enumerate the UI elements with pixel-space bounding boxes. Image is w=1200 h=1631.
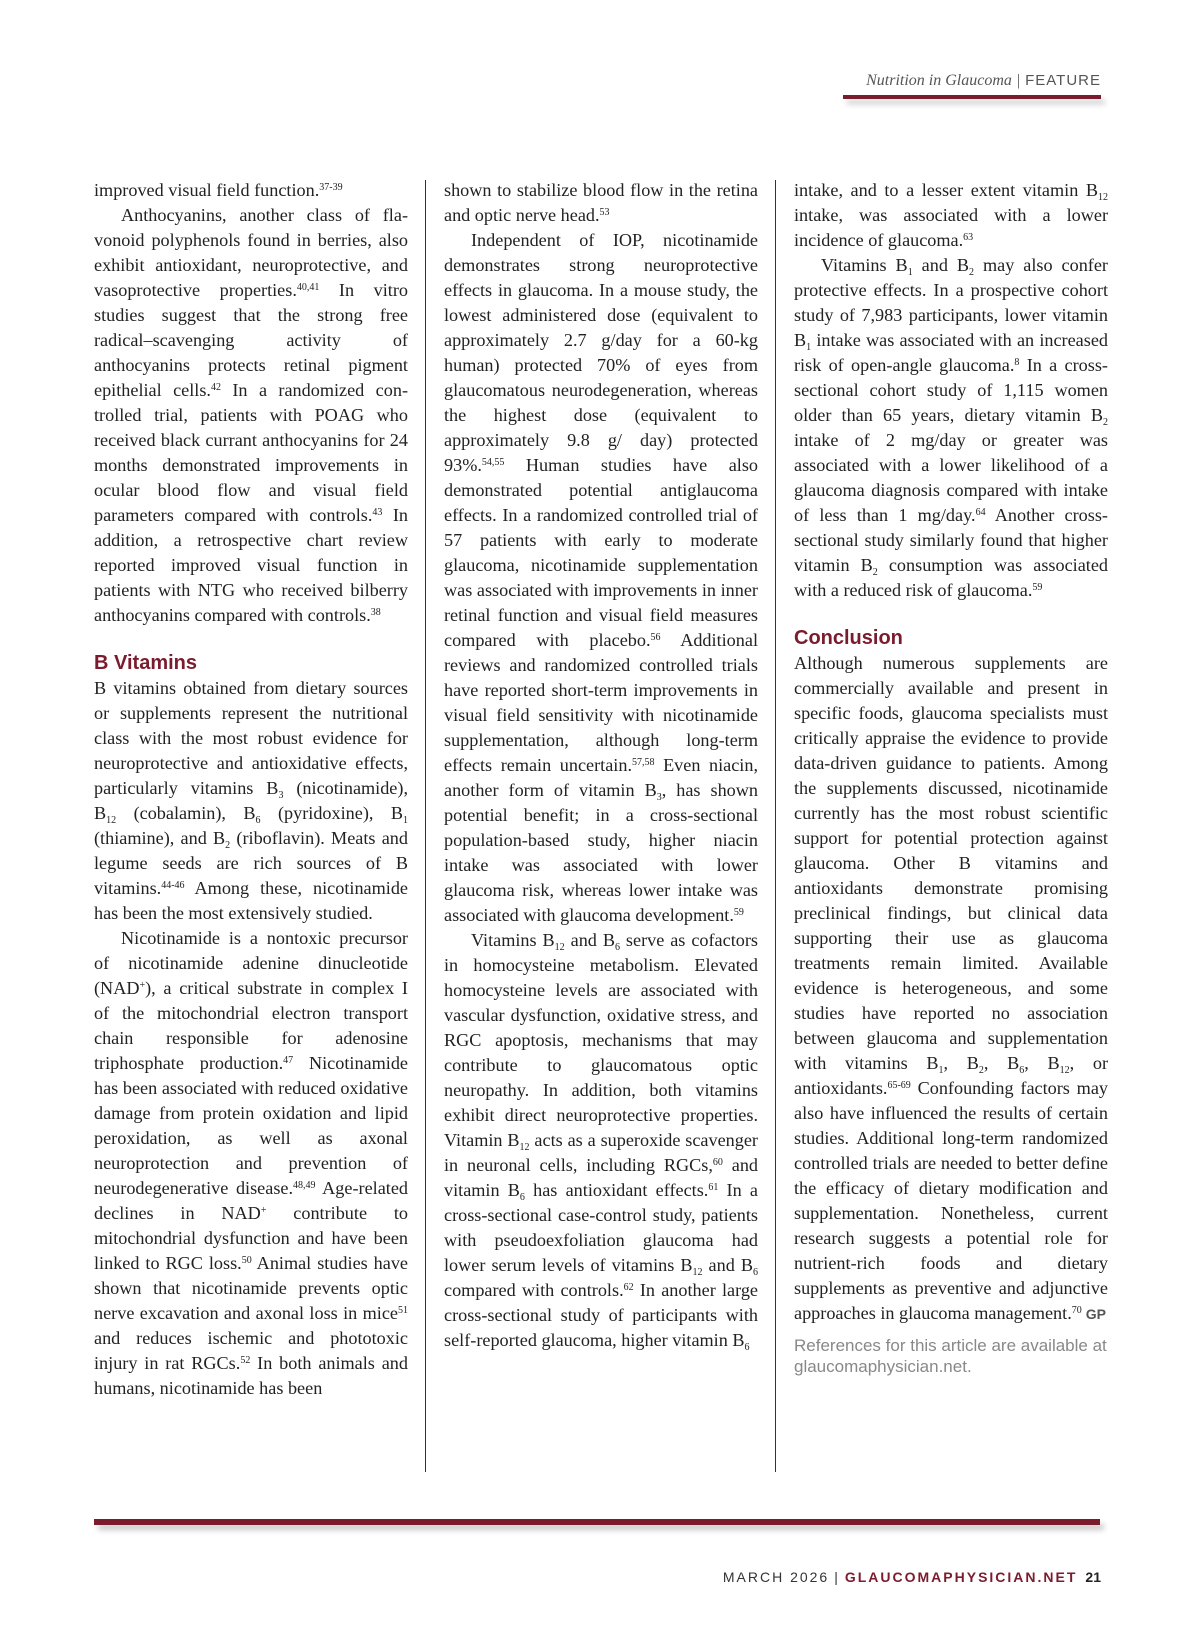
citation-superscript: 64 — [975, 507, 986, 518]
subscript: 2 — [872, 567, 878, 578]
text-run: (cobalamin), B — [116, 803, 256, 823]
section-heading-b-vitamins: B Vitamins — [94, 652, 197, 674]
text-run: , B — [943, 1053, 979, 1073]
citation-superscript: 47 — [283, 1055, 294, 1066]
footer-rule — [94, 1519, 1100, 1525]
text-run: and B — [702, 1255, 753, 1275]
citation-superscript: 59 — [1032, 582, 1043, 593]
paragraph — [94, 178, 408, 203]
text-run: , B — [1024, 1053, 1060, 1073]
citation-superscript: 65-69 — [887, 1080, 911, 1091]
text-run: (riboflavin). Meats and legume seeds are rich sources of B vitamins. — [94, 828, 408, 898]
text-run: Additional reviews and randomized controlled trials have reported short-term improvements in visual field sensitivity with nicotinamide supplementation, although long-term effects remain uncertain. — [444, 630, 758, 775]
text-run: In addition, a retrospective chart review reported improved visual function in patients with NTG who received bilberry anthocyanins compared with controls. — [94, 505, 408, 625]
references-note: References for this article are available at glaucomaphysician.net. — [794, 1336, 1107, 1376]
citation-superscript: 70 — [1071, 1305, 1082, 1316]
paragraph — [94, 926, 408, 1401]
subscript: 6 — [255, 815, 261, 826]
text-run: Animal studies have shown that nicotinamide prevents optic nerve excavation and axonal loss in mice — [94, 1253, 409, 1323]
text-run: has antioxidant effects. — [524, 1180, 709, 1200]
citation-superscript: + — [260, 1205, 267, 1216]
subscript: 12 — [1098, 192, 1108, 203]
text-run: Among these, nicotinamide has been the most extensively studied. — [94, 878, 408, 923]
column-divider — [775, 180, 776, 1472]
column-1 — [94, 178, 408, 1401]
citation-superscript: + — [139, 980, 146, 991]
text-run: , has shown potential benefit; in a cross-sectional population-based study, higher niacin intake was associated with lower glaucoma risk, whereas lower intake was associated with glaucoma development. — [444, 780, 758, 925]
citation-superscript: 38 — [370, 607, 381, 618]
section-heading-conclusion: Conclusion — [794, 627, 903, 649]
citation-superscript: 60 — [712, 1157, 723, 1168]
paragraph — [444, 228, 758, 928]
column-3 — [794, 178, 1108, 1377]
subscript: 2 — [225, 840, 231, 851]
issue-date: MARCH 2026 — [722, 1569, 830, 1585]
citation-superscript: 56 — [650, 632, 661, 643]
citation-superscript: 53 — [599, 207, 610, 218]
footer-separator: | — [834, 1569, 840, 1585]
subscript: 12 — [519, 1142, 530, 1153]
page-number: 21 — [1085, 1569, 1101, 1585]
citation-superscript: 52 — [240, 1355, 251, 1366]
text-run: consumption was associated with a reduced risk of glaucoma. — [794, 555, 1108, 600]
citation-superscript: 42 — [210, 382, 221, 393]
header-rule — [843, 95, 1101, 99]
text-run: , or antioxidants. — [794, 1053, 1108, 1098]
text-run: Nicotinamide has been associated with reduced oxidative damage from protein oxidation and lipid peroxidation, as well as axonal neuroprotection and prevention of neurodegenerative disease. — [94, 1053, 408, 1198]
header-separator: | — [1016, 72, 1021, 89]
citation-superscript: 50 — [241, 1255, 252, 1266]
subscript: 12 — [692, 1267, 703, 1278]
paragraph — [794, 253, 1108, 603]
subscript: 2 — [969, 267, 975, 278]
text-run: In a randomized controlled trial, patients with POAG who received black currant anthocyanins for 24 months demonstrated improvements in ocular blood flow and visual field parameters compared with controls. — [94, 380, 409, 525]
text-run: In a cross-sectional cohort study of 1,115 women older than 65 years, dietary vitamin B — [794, 355, 1108, 425]
text-run: intake, was associated with a lower incidence of glaucoma. — [794, 205, 1108, 250]
citation-superscript: 59 — [733, 907, 744, 918]
subscript: 1 — [806, 342, 812, 353]
text-run: Anthocyanins, another class of flavonoid polyphenols found in berries, also exhibit antioxidant, neuroprotective, and vasoprotective properties. — [94, 205, 408, 300]
text-run: Human studies have also demonstrated potential antiglaucoma effects. In a randomized controlled trial of 57 patients with early to moderate glaucoma, nicotinamide supplementation was associated with improvements in inner retinal function and visual field measures compared with placebo. — [444, 455, 758, 650]
paragraph — [794, 178, 1108, 253]
text-run: In vitro studies suggest that the strong free radical–scavenging activity of anthocyanins protects retinal pigment epithelial cells. — [94, 280, 408, 400]
text-run: Age-related declines in NAD — [94, 1178, 408, 1223]
subscript: 1 — [938, 1065, 944, 1076]
text-run: and reduces ischemic and phototoxic injury in rat RGCs. — [94, 1328, 408, 1373]
section-label: FEATURE — [1025, 72, 1101, 89]
column-2 — [444, 178, 758, 1353]
subscript: 1 — [907, 267, 913, 278]
text-run: Vitamins B — [821, 255, 908, 275]
text-run: improved visual field function. — [94, 180, 320, 200]
text-run: compared with controls. — [444, 1280, 624, 1300]
text-run: (pyridoxine), B — [260, 803, 403, 823]
text-run: Vitamins B — [471, 930, 555, 950]
text-run: (thiamine), and B — [94, 828, 226, 848]
subscript: 12 — [1059, 1065, 1070, 1076]
text-run: In a cross-sectional case-control study, patients with pseudoexfoliation glaucoma had lower serum levels of vitamins B — [444, 1180, 758, 1275]
citation-superscript: 44-46 — [161, 880, 185, 891]
subscript: 12 — [554, 942, 565, 953]
text-run: intake of 2 mg/day or greater was associated with a lower likelihood of a glaucoma diagnosis compared with intake of less than 1 mg/day. — [794, 430, 1108, 525]
text-run: and B — [912, 255, 970, 275]
citation-superscript: 40,41 — [296, 282, 320, 293]
text-run: B vitamins obtained from dietary sources or supplements represent the nutritional class with the most robust evidence for neuroprotective and antioxidative effects, particularly vitamins B — [94, 678, 408, 798]
text-run: Although numerous supplements are commercially available and present in specific foods, glaucoma specialists must critically appraise the evidence to provide data-driven guidance to patients. Among the supplements discussed, nicotinamide currently has the most robust scientific support for potential protection against glaucoma. Other B vitamins and antioxidants demonstrate promising preclinical findings, but clinical data supporting their use as glaucoma treatments remain limited. Available evidence is heterogeneous, and some studies have reported no association between glaucoma and supplementation with vitamins B — [794, 653, 1108, 1073]
text-run: Confounding factors may also have influenced the results of certain studies. Additional long-term randomized controlled trials are needed to better define the efficacy of dietary modification and supplementation. Nonetheless, current research suggests a potential role for nutrient-rich foods and dietary supplements as preventive and adjunctive approaches in glaucoma management. — [794, 1078, 1108, 1323]
text-run: (nicotinamide), B — [94, 778, 408, 823]
text-run: Independent of IOP, nicotinamide demonstrates strong neuroprotective effects in glaucoma. In a mouse study, the lowest administered dose (equivalent to approximately 2.7 g/day for a 60-kg human) protected 70% of eyes from glaucomatous neurodegeneration, whereas the highest dose (equivalent to approximately 9.8 g/ day) protected 93%. — [444, 230, 758, 475]
paragraph — [94, 676, 408, 926]
subscript: 6 — [744, 1342, 750, 1353]
paragraph — [94, 203, 408, 628]
text-run: intake was associated with an increased risk of open-angle glaucoma. — [794, 330, 1108, 375]
subscript: 2 — [1103, 417, 1108, 428]
citation-superscript: 8 — [1014, 357, 1020, 368]
column-divider — [425, 180, 426, 1472]
page-footer — [723, 1569, 1101, 1585]
subscript: 2 — [978, 1065, 984, 1076]
text-run: In both animals and humans, nicotinamide has been — [94, 1353, 408, 1398]
subscript: 6 — [752, 1267, 758, 1278]
paragraph — [444, 178, 758, 228]
citation-superscript: 51 — [398, 1305, 408, 1316]
citation-superscript: 54,55 — [481, 457, 505, 468]
text-run: serve as cofactors in homocysteine metabolism. Elevated homocysteine levels are associated with vascular dysfunction, oxidative stress, and RGC apoptosis, mechanisms that may contribute to glaucomatous optic neuropathy. In addition, both vitamins exhibit direct neuroprotective properties. Vitamin B — [444, 930, 758, 1150]
citation-superscript: 48,49 — [293, 1180, 316, 1191]
running-head — [866, 72, 1101, 90]
subscript: 3 — [656, 792, 662, 803]
citation-superscript: 57,58 — [632, 757, 655, 768]
journal-section-title: Nutrition in Glaucoma — [866, 72, 1012, 89]
text-run: and vitamin B — [444, 1155, 759, 1200]
citation-superscript: 61 — [708, 1182, 719, 1193]
text-run: In another large cross-sectional study of participants with self-reported glaucoma, higher vitamin B — [444, 1280, 758, 1350]
subscript: 6 — [614, 942, 620, 953]
subscript: 1 — [403, 815, 408, 826]
website-link[interactable]: GLAUCOMAPHYSICIAN.NET — [844, 1569, 1078, 1585]
paragraph — [444, 928, 758, 1353]
text-run: contribute to mitochondrial dysfunction and have been linked to RGC loss. — [94, 1203, 408, 1273]
citation-superscript: 62 — [623, 1282, 634, 1293]
subscript: 6 — [1019, 1065, 1025, 1076]
text-run: , B — [983, 1053, 1020, 1073]
citation-superscript: 43 — [372, 507, 383, 518]
text-run: shown to stabilize blood flow in the retina and optic nerve head. — [444, 180, 758, 225]
end-mark: GP — [1085, 1306, 1106, 1322]
paragraph — [794, 651, 1108, 1327]
text-run: and B — [564, 930, 615, 950]
text-run: ), a critical substrate in complex I of the mitochondrial electron transport chain responsible for adenosine triphosphate production. — [94, 978, 408, 1073]
text-run: acts as a superoxide scavenger in neuronal cells, including RGCs, — [444, 1130, 758, 1175]
text-run: Nicotinamide is a nontoxic precursor of nicotinamide adenine dinucleotide (NAD — [94, 928, 408, 998]
text-run: intake, and to a lesser extent vitamin B — [794, 180, 1098, 200]
text-run: Another cross-sectional study similarly found that higher vitamin B — [794, 505, 1108, 575]
subscript: 6 — [519, 1192, 525, 1203]
text-run: may also confer protective effects. In a prospective cohort study of 7,983 participants, lower vitamin B — [794, 255, 1108, 350]
citation-superscript: 63 — [963, 232, 974, 243]
text-run: Even niacin, another form of vitamin B — [444, 755, 759, 800]
subscript: 3 — [278, 790, 284, 801]
citation-superscript: 37-39 — [319, 182, 343, 193]
subscript: 12 — [106, 815, 117, 826]
